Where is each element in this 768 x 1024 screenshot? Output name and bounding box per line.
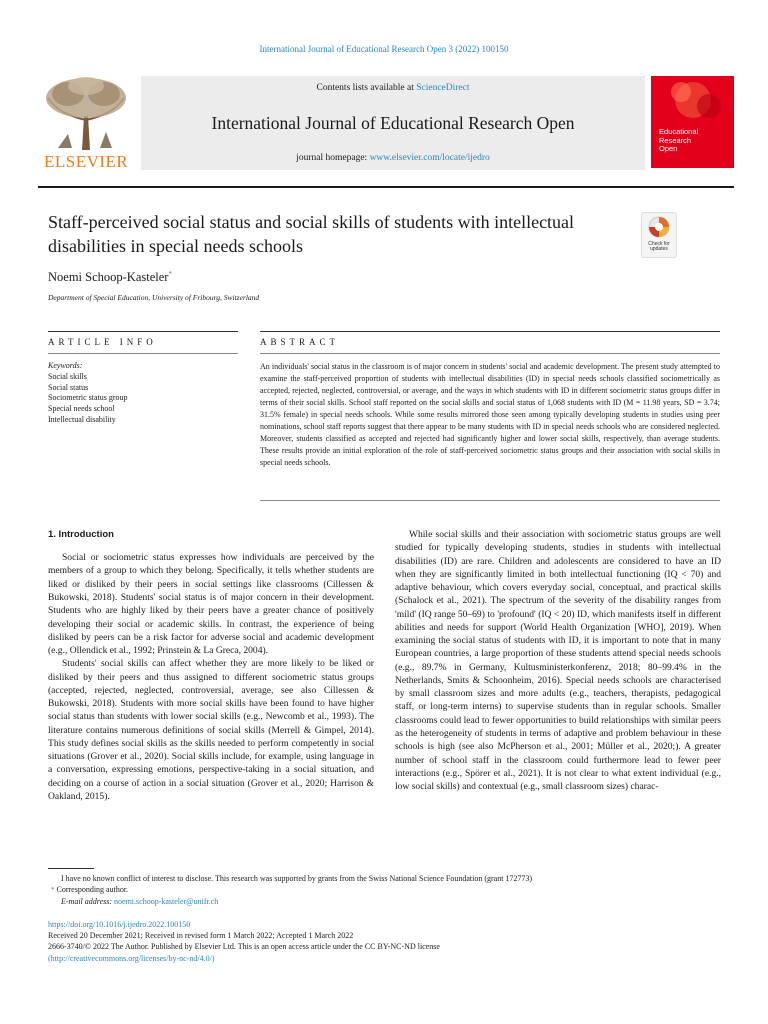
article-title: Staff-perceived social status and social skills of students with intellectual disabilities in special needs schools <box>48 212 575 257</box>
elsevier-wordmark: ELSEVIER <box>44 152 129 171</box>
cover-line-3: Open <box>659 144 678 154</box>
keywords-label: Keywords: <box>48 361 83 370</box>
body-paragraph: While social skills and their association with sociometric status groups are well studied for typically developing students, studies in students with intellectual disabilities (ID) are rare. Children and adolescents are considered to have an ID when they are significantly limited in both intellectual functioning (IQ < 70) and adaptive behaviour, which covers everyday social, conceptual, and practical skills (Schalock et al., 2021). The spectrum of the severity of the disability ranges from 'mild' (IQ range 50–69) to 'profound' (IQ < 20) ID, which manifests itself in different abilities and needs for support (World Health Organization [WHO], 2019). When examining the social status of students with ID, it is important to note that in many European countries, a large proportion of these students attend special needs schools (e.g., 89.7% in Germany, Kultusministerkonferenz, 2018; 80–99.4% in the Netherlands, Smits & Schoonheim, 2016). Special needs schools are characterised by small classroom sizes and more adults (e.g., teachers, therapists, pedagogical staff, or long-term interns) to supervise students than in regular schools. Smaller classrooms could lead to fewer opportunities to build relationships with similar peers as the heterogeneity of students in terms of adaptive and problem behaviour in these schools is high (see also McPherson et al., 2001; Müller et al., 2020;). A greater number of school staff in the classroom could furthermore lead to fewer peer interactions (e.g., Spörer et al., 2021). It is not clear to what extent individual (e.g., low social skills) and contextual (e.g., small classroom sizes) charac- <box>395 529 721 793</box>
cover-pattern-icon <box>651 76 734 124</box>
elsevier-tree-logo <box>38 76 134 176</box>
homepage-prefix: journal homepage: <box>296 153 370 163</box>
sciencedirect-link[interactable]: ScienceDirect <box>416 83 470 93</box>
journal-title-box <box>141 76 645 170</box>
keyword-item: Special needs school <box>48 404 115 414</box>
article-info-sub-rule <box>48 353 238 354</box>
author-line <box>48 270 172 285</box>
section-heading: 1. Introduction <box>48 529 114 540</box>
keyword-item: Social skills <box>48 371 87 381</box>
keyword-item: Social status <box>48 382 89 392</box>
article-info-heading: ARTICLE INFO <box>48 337 157 347</box>
cover-line-1: Educational <box>659 127 699 136</box>
journal-title: International Journal of Educational Research Open <box>211 113 575 133</box>
publication-meta <box>48 919 728 964</box>
journal-homepage-link[interactable]: www.elsevier.com/locate/ijedro <box>369 153 490 163</box>
keywords-block <box>48 361 238 426</box>
cover-title <box>659 128 731 154</box>
journal-citation-link[interactable]: International Journal of Educational Research Open 3 (2022) 100150 <box>259 44 509 54</box>
contents-line <box>141 83 645 93</box>
footnote-divider <box>48 868 94 869</box>
corresponding-author-mark[interactable]: * <box>168 270 172 278</box>
check-line-1: Check for <box>648 241 670 247</box>
article-info-top-rule <box>48 331 238 332</box>
license-link[interactable]: (http://creativecommons.org/licenses/by-nc-nd/4.0/) <box>48 953 215 963</box>
contents-prefix: Contents lists available at <box>316 83 417 93</box>
footnotes <box>48 873 728 907</box>
abstract-sub-rule <box>260 353 720 354</box>
check-updates-icon <box>642 213 676 241</box>
affiliation: Department of Special Education, University of Fribourg, Switzerland <box>48 293 260 302</box>
journal-header <box>38 76 734 176</box>
author-name[interactable]: Noemi Schoop-Kasteler <box>48 270 169 285</box>
tree-icon <box>38 76 134 152</box>
email-note <box>48 896 728 907</box>
body-paragraph: Social or sociometric status expresses how individuals are perceived by the members of a group to which they belong. Specifically, it tells whether students are liked or disliked by their peers in social settings like classrooms (Cillessen & Bukowski, 2018). Students' social status is of major concern in their development. Students who are highly liked by their peers have a greater chance of positively developing their social or academic skills. In contrast, the experience of being disliked by peers can be a risk factor for adverse social and academic development (e.g., Ollendick et al., 1992; Prinstein & La Greca, 2004). <box>48 552 374 657</box>
license-text: 2666-3740/© 2022 The Author. Published by Elsevier Ltd. This is an open access article under the CC BY-NC-ND license <box>48 942 440 952</box>
cover-line-2: Research <box>659 135 692 145</box>
journal-cover-thumbnail[interactable] <box>651 76 734 168</box>
keyword-item: Intellectual disability <box>48 414 116 424</box>
body-paragraph: Students' social skills can affect whether they are more likely to be liked or disliked by their peers and thus assigned to different sociometric status groups (accepted, rejected, neglected, controversial, average, see also Cillessen & Bukowski, 2018). Students with more social skills have been found to have higher social status than students with lower social skills (e.g., Newcomb et al., 1993). The literature contains numerous definitions of social skills (Merrell & Gimpel, 2014). This study defines social skills as the skills needed to perform competently in social situations (Grover et al., 2020). Social skills include, for example, using language in a conversation, expressing emotions, perspective-taking in a social situation, and deciding on a course of action in a social situation (Grover et al., 2020; Harrison & Oakland, 2015). <box>48 658 374 802</box>
doi-link[interactable]: https://doi.org/10.1016/j.ijedro.2022.100150 <box>48 920 191 929</box>
received-dates: Received 20 December 2021; Received in revised form 1 March 2022; Accepted 1 March 2022 <box>48 931 354 941</box>
body-right-column <box>395 528 721 793</box>
body-left-column <box>48 528 374 803</box>
homepage-line <box>141 153 645 163</box>
abstract-heading: ABSTRACT <box>260 337 340 347</box>
abstract-top-rule <box>260 331 720 332</box>
corresponding-note <box>48 884 728 896</box>
corresponding-mark: * <box>51 886 55 895</box>
funding-note: I have no known conflict of interest to disclose. This research was supported by grants from the Swiss National Science Foundation (grant 172773) <box>61 874 533 883</box>
keyword-item: Sociometric status group <box>48 393 128 403</box>
email-link[interactable]: noemi.schoop-kasteler@unifr.ch <box>114 896 219 906</box>
email-label: E-mail address: <box>61 896 115 906</box>
check-line-2: updates <box>650 246 668 253</box>
corresponding-text: Corresponding author. <box>56 885 129 895</box>
header-divider <box>38 186 734 188</box>
abstract-text: An individuals' social status in the classroom is of major concern in students' social and academic development. The present study attempted to examine the staff-perceived proportion of students with intellectual disabilities (ID) in special needs schools classified sociometrically as accepted, rejected, neglected, controversial, or average, and the ways in which students with ID in different sociometric status groups differ in terms of their social skills. School staff reported on the social skills and social status of 1,068 students with ID (M = 11.98 years, SD = 3.74; 31.5% female) in special needs schools. While some results mirrored those seen among typically developing students in studies using peer nominations, school staff reports suggest that there appear to be many students with ID in special needs schools who are considered neglected. Moreover, students classified as accepted and rejected had significantly higher and lower social skills, respectively, than average students. These results provide an initial exploration of the role of staff-perceived sociometric status groups and their association with social skills in special needs schools. <box>260 362 720 467</box>
abstract-bottom-rule <box>260 500 720 501</box>
check-updates-label <box>642 242 676 253</box>
check-for-updates-badge[interactable] <box>641 212 677 258</box>
